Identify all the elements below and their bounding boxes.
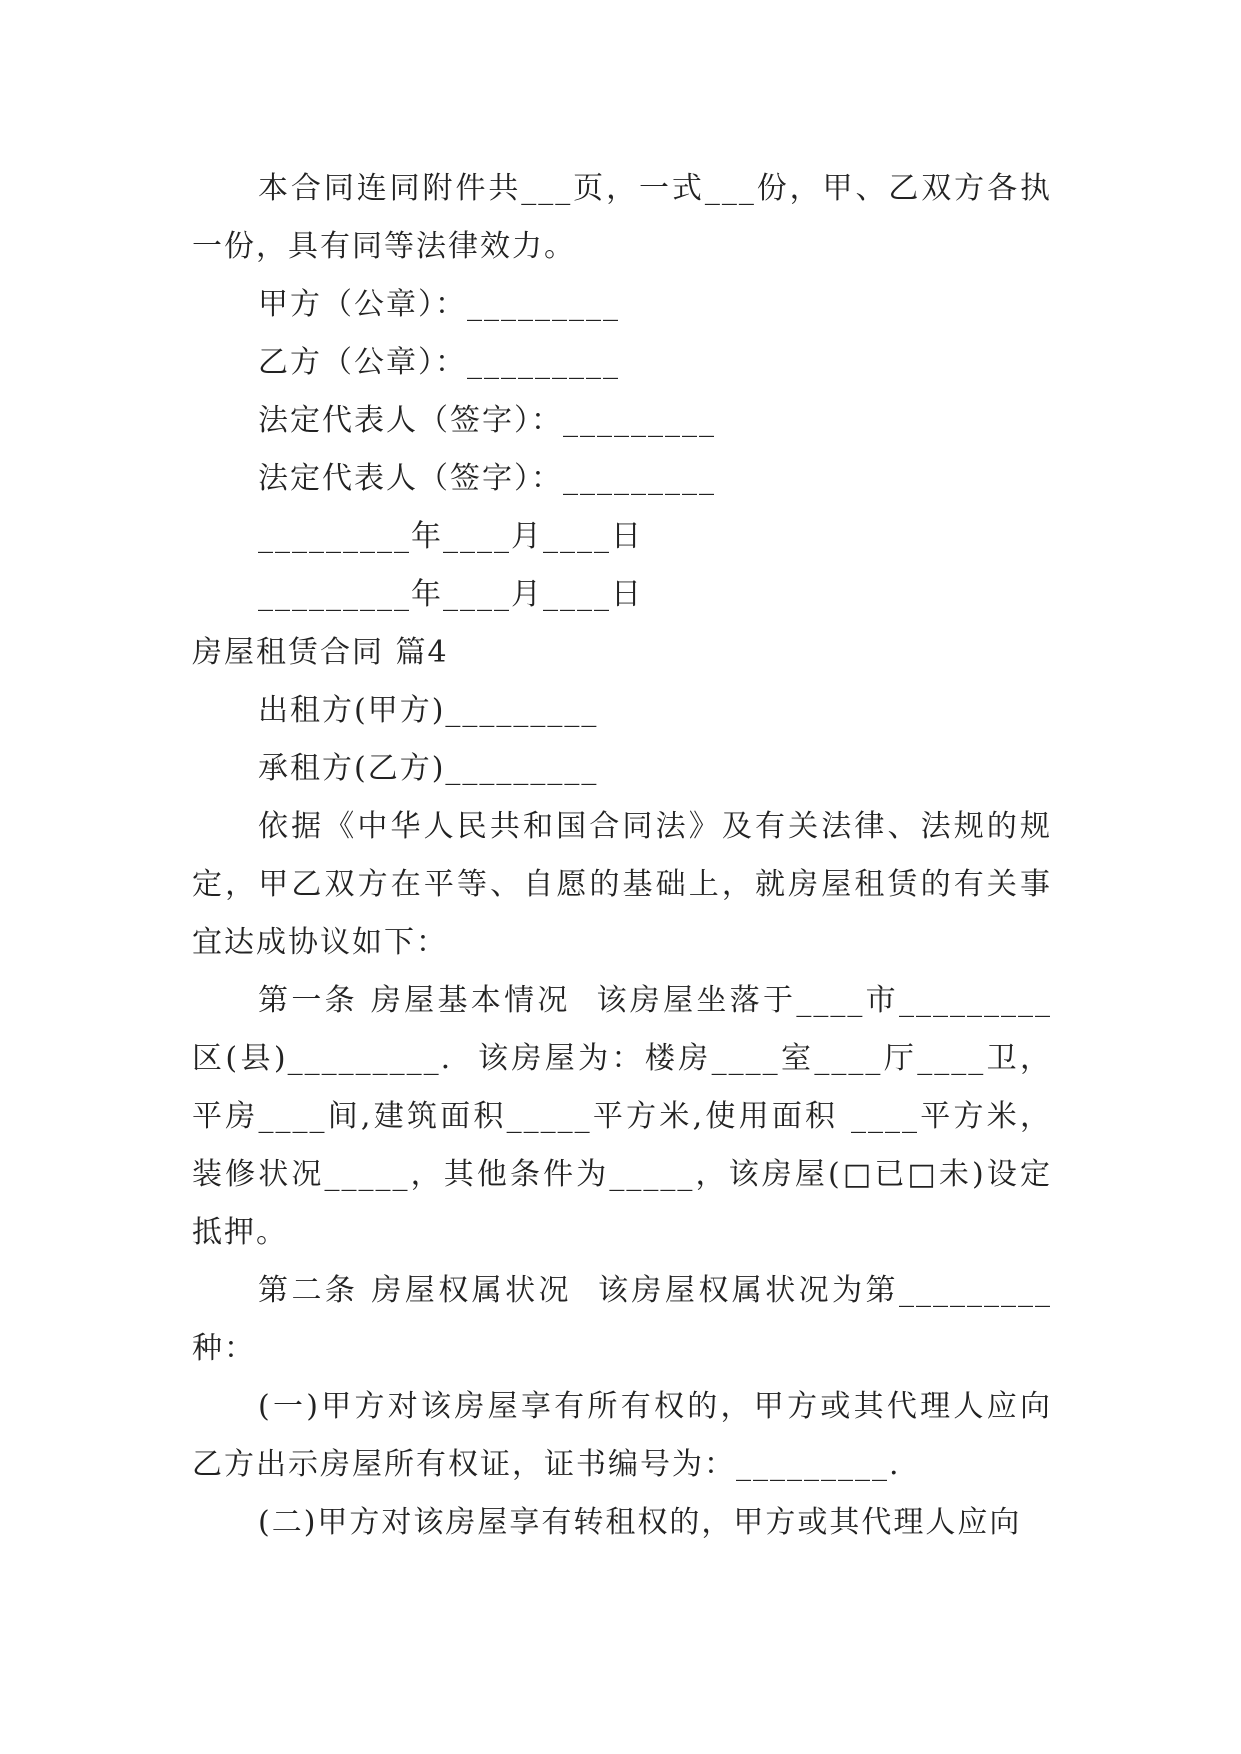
party-a-seal-line: 甲方（公章）：_________ (258, 287, 620, 322)
lessee-line: 承租方(乙方)_________ (258, 751, 599, 786)
copies-clause-paragraph: 本合同连同附件共___页，一式___份，甲、乙双方各执一份，具有同等法律效力。 (192, 171, 1052, 264)
date-a-line: _________年____月____日 (258, 519, 643, 554)
section-title: 房屋租赁合同 篇4 (192, 635, 449, 670)
article-2-item-2-paragraph: (二)甲方对该房屋享有转租权的，甲方或其代理人应向 (258, 1505, 1022, 1540)
legal-rep-b-line: 法定代表人（签字）：_________ (258, 461, 716, 496)
preamble-paragraph: 依据《中华人民共和国合同法》及有关法律、法规的规定，甲乙双方在平等、自愿的基础上，就房屋租赁的有关事宜达成协议如下： (192, 809, 1052, 960)
date-b-line: _________年____月____日 (258, 577, 643, 612)
article-2-item-1-paragraph: (一)甲方对该房屋享有所有权的，甲方或其代理人应向乙方出示房屋所有权证，证书编号为：_________. (192, 1389, 1052, 1482)
article-2-paragraph: 第二条 房屋权属状况 该房屋权属状况为第_________种： (192, 1273, 1052, 1366)
lessor-line: 出租方(甲方)_________ (258, 693, 599, 728)
party-b-seal-line: 乙方（公章）：_________ (258, 345, 620, 380)
article-1-paragraph: 第一条 房屋基本情况 该房屋坐落于____市_________区(县)_________. 该房屋为：楼房____室____厅____卫，平房____间,建筑面积_____平方米,使用面积 ____平方米，装修状况_____，其他条件为_____，该房屋(□已□未)设定抵押。 (192, 983, 1052, 1250)
legal-rep-a-line: 法定代表人（签字）：_________ (258, 403, 716, 438)
document-body (192, 160, 1052, 1552)
